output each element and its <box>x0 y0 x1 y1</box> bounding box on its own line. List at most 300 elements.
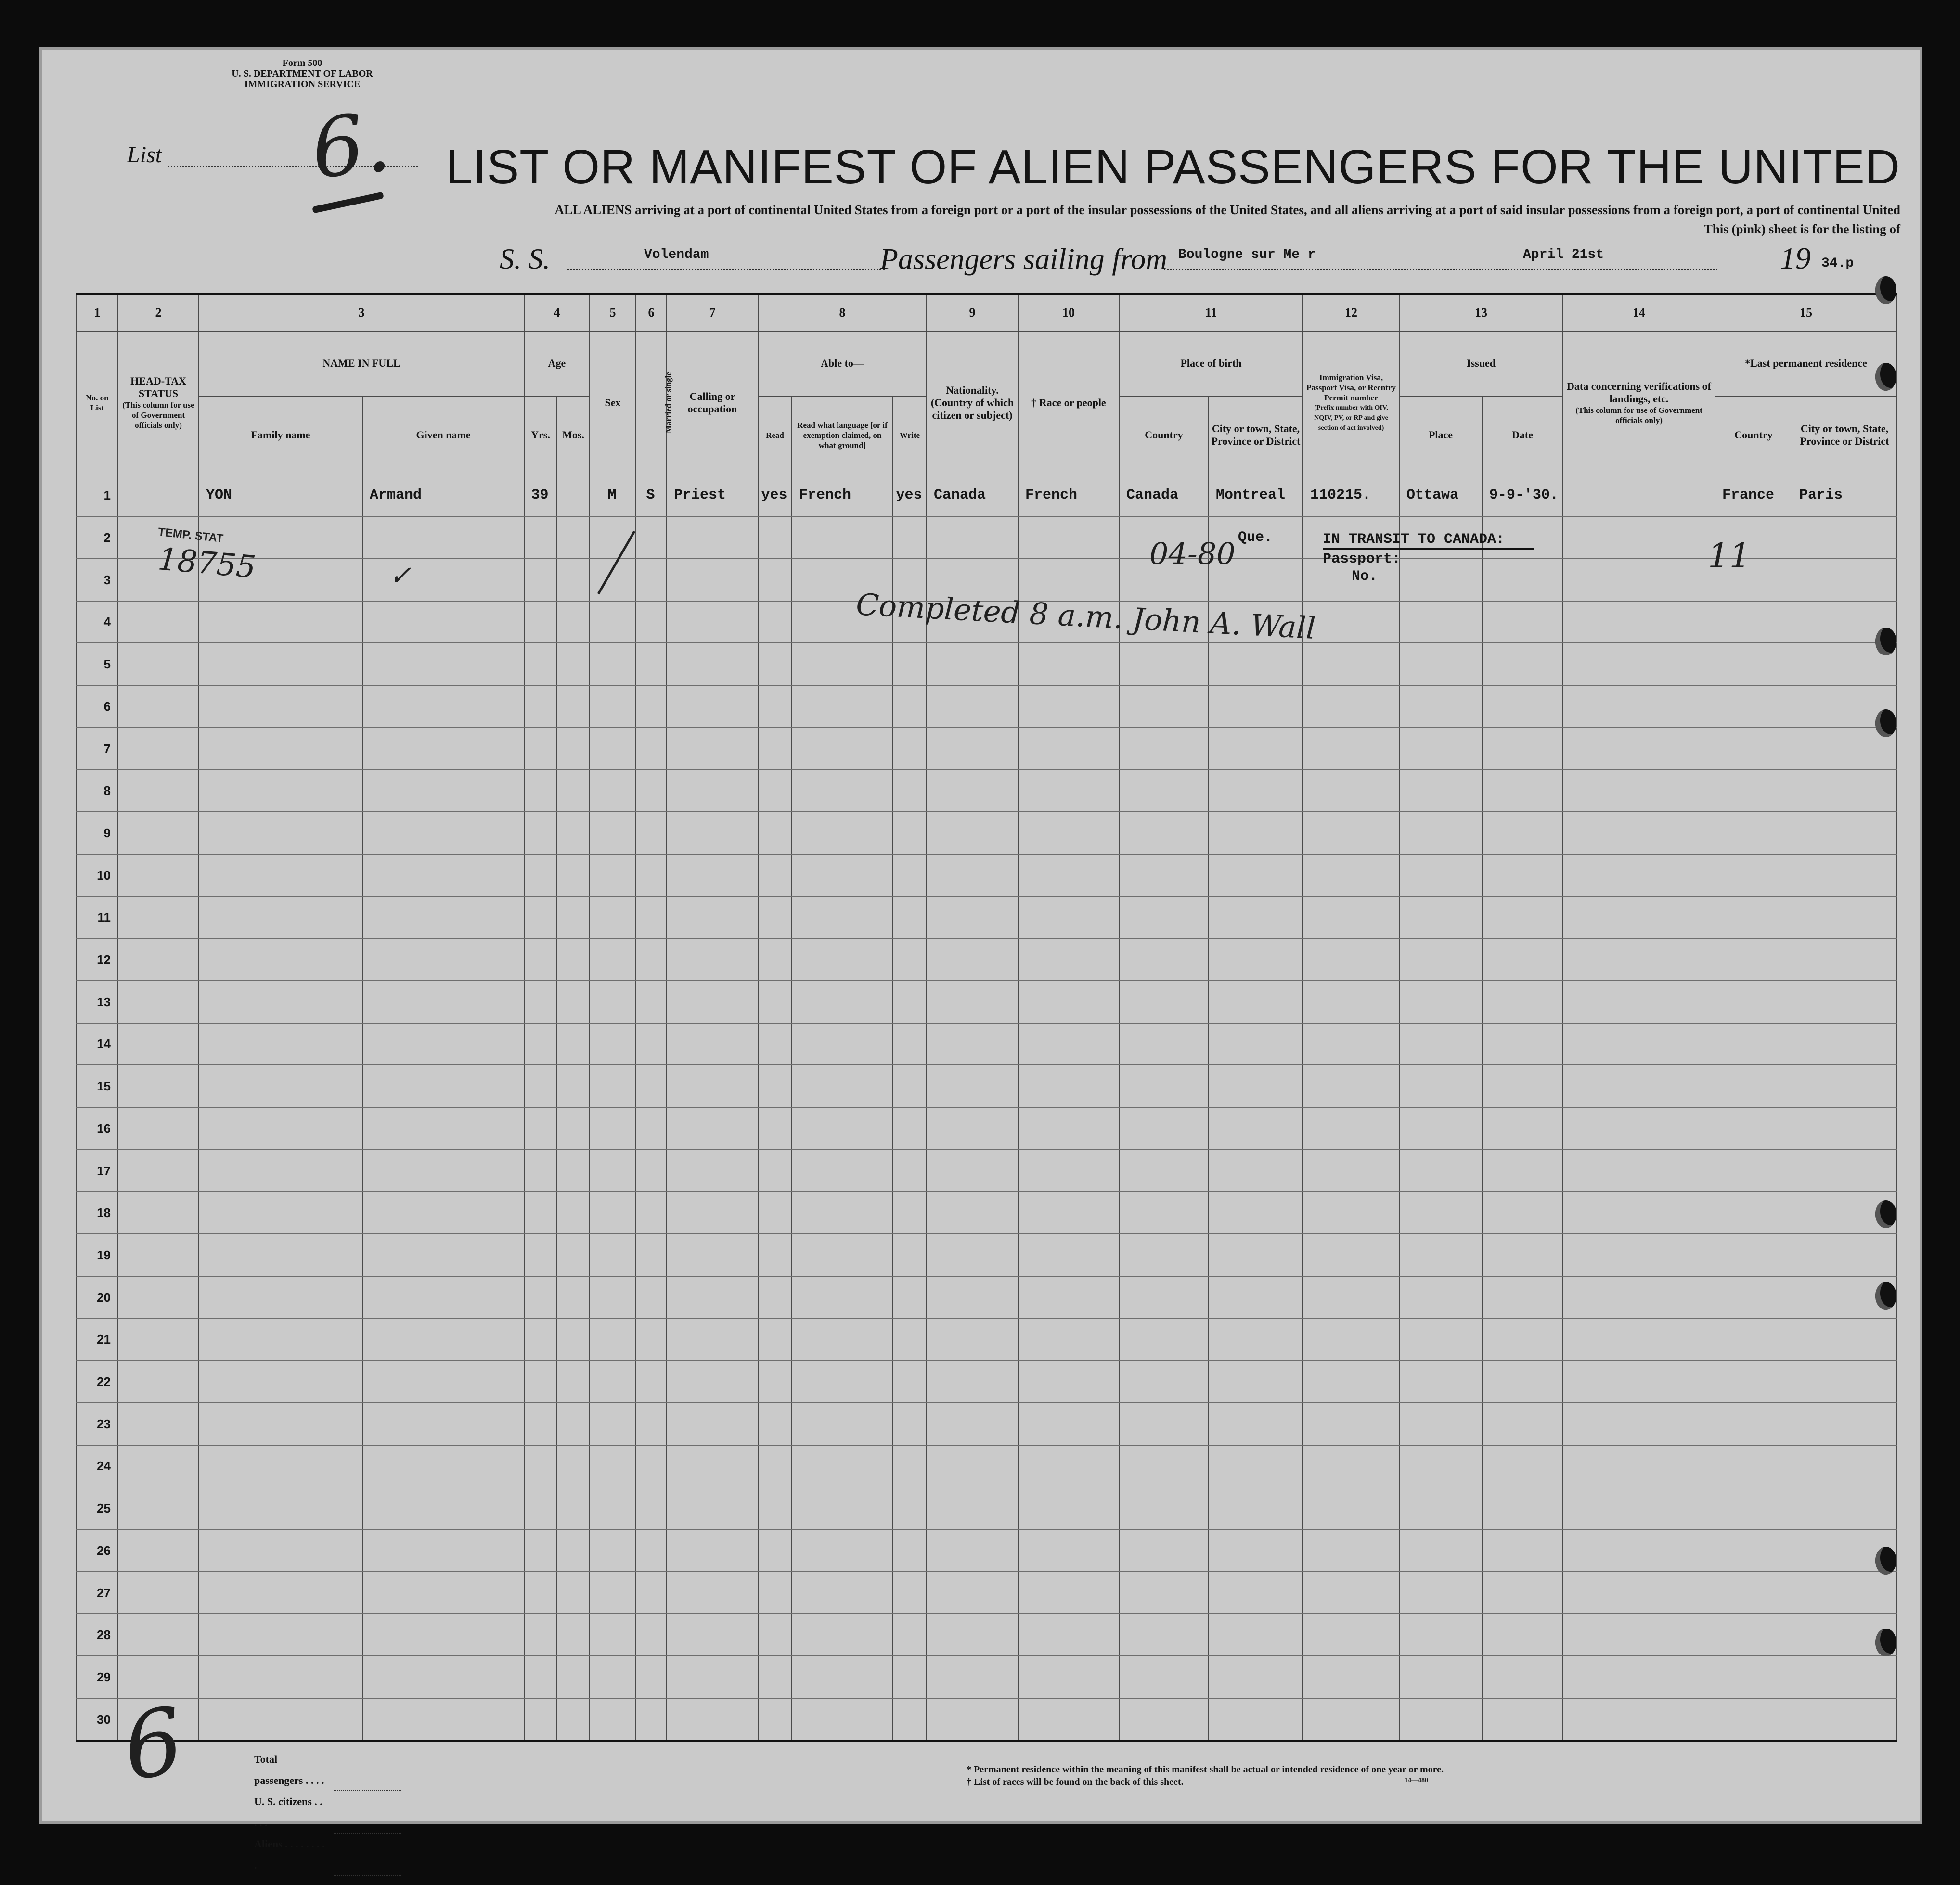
cell-residence-country <box>1715 728 1792 770</box>
cell-family-name <box>199 1445 362 1487</box>
cell-verification-data <box>1563 474 1715 516</box>
cell-verification-data <box>1563 1192 1715 1234</box>
cell-issued-date <box>1482 1360 1563 1403</box>
cell-occupation <box>667 559 758 601</box>
cell-birth-country <box>1119 769 1209 812</box>
cell-marital-status <box>636 1698 667 1741</box>
cell-visa-number <box>1303 896 1399 938</box>
cell-write <box>893 812 927 854</box>
cell-issued-date <box>1482 1698 1563 1741</box>
table-row <box>77 1698 1897 1741</box>
col-num: 12 <box>1303 294 1399 331</box>
cell-verification-data <box>1563 981 1715 1023</box>
header-calling: Calling or occupation <box>667 331 758 474</box>
cell-family-name <box>199 1276 362 1319</box>
cell-verification-data <box>1563 938 1715 981</box>
cell-head-tax <box>118 812 199 854</box>
cell-birth-city <box>1209 1150 1303 1192</box>
cell-age-mos <box>557 685 590 728</box>
header-nationality: Nationality. (Country of which citizen or subject) <box>927 331 1018 474</box>
cell-verification-data <box>1563 1234 1715 1276</box>
cell-birth-country <box>1119 1150 1209 1192</box>
header-married <box>636 331 673 474</box>
cell-read-language <box>792 1192 893 1234</box>
cell-age-mos <box>557 812 590 854</box>
header-age: Age <box>524 331 590 396</box>
cell-marital-status <box>636 1529 667 1572</box>
cell-birth-country <box>1119 812 1209 854</box>
cell-visa-number <box>1303 1403 1399 1445</box>
cell-sex <box>590 1107 636 1150</box>
cell-age-yrs <box>524 685 557 728</box>
cell-given-name <box>362 1065 524 1107</box>
row-number: 24 <box>77 1445 118 1487</box>
header-birth-country: Country <box>1119 396 1209 474</box>
cell-visa-number <box>1303 1234 1399 1276</box>
cell-residence-city <box>1792 1698 1897 1741</box>
row-number: 4 <box>77 601 118 643</box>
row-number: 28 <box>77 1614 118 1656</box>
row-number: 27 <box>77 1572 118 1614</box>
cell-read-language <box>792 1698 893 1741</box>
passport-block <box>1323 551 1401 585</box>
row-number: 22 <box>77 1360 118 1403</box>
cell-visa-number <box>1303 643 1399 685</box>
cell-birth-country <box>1119 938 1209 981</box>
cell-head-tax <box>118 1023 199 1065</box>
cell-write <box>893 1403 927 1445</box>
cell-occupation <box>667 601 758 643</box>
cell-birth-city <box>1209 981 1303 1023</box>
cell-occupation <box>667 1445 758 1487</box>
header-given-name: Given name <box>362 396 524 474</box>
col-num: 7 <box>667 294 758 331</box>
cell-given-name <box>362 601 524 643</box>
cell-family-name <box>199 938 362 981</box>
cell-write <box>893 938 927 981</box>
cell-visa-number <box>1303 1698 1399 1741</box>
cell-issued-date <box>1482 643 1563 685</box>
cell-sex <box>590 1656 636 1698</box>
cell-birth-city <box>1209 1698 1303 1741</box>
cell-race <box>1018 1319 1119 1361</box>
cell-head-tax <box>118 1319 199 1361</box>
cell-occupation <box>667 812 758 854</box>
cell-issued-date <box>1482 1107 1563 1150</box>
cell-age-yrs <box>524 1107 557 1150</box>
cell-visa-number <box>1303 1319 1399 1361</box>
cell-residence-city <box>1792 1065 1897 1107</box>
cell-birth-country <box>1119 1360 1209 1403</box>
cell-visa-number <box>1303 1276 1399 1319</box>
cell-read <box>758 1360 792 1403</box>
cell-head-tax <box>118 1150 199 1192</box>
cell-birth-country <box>1119 643 1209 685</box>
cell-issued-date <box>1482 1234 1563 1276</box>
cell-age-yrs <box>524 1656 557 1698</box>
cell-age-mos <box>557 854 590 897</box>
cell-birth-city <box>1209 1614 1303 1656</box>
cell-race <box>1018 1403 1119 1445</box>
cell-verification-data <box>1563 1319 1715 1361</box>
cell-read-language <box>792 896 893 938</box>
cell-marital-status <box>636 1656 667 1698</box>
cell-race: French <box>1018 474 1119 516</box>
row-number: 5 <box>77 643 118 685</box>
cell-read <box>758 1276 792 1319</box>
cell-race <box>1018 981 1119 1023</box>
cell-issued-place <box>1399 1445 1482 1487</box>
cell-sex <box>590 1529 636 1572</box>
cell-sex <box>590 1360 636 1403</box>
us-citizens-label: U. S. citizens . . . . . <box>254 1795 322 1829</box>
cell-issued-date <box>1482 1614 1563 1656</box>
cell-issued-place <box>1399 1529 1482 1572</box>
cell-birth-city <box>1209 896 1303 938</box>
cell-marital-status <box>636 854 667 897</box>
form-header <box>216 58 389 90</box>
cell-age-yrs <box>524 1360 557 1403</box>
cell-nationality <box>927 1403 1018 1445</box>
cell-write <box>893 1614 927 1656</box>
cell-given-name <box>362 1656 524 1698</box>
cell-residence-city <box>1792 896 1897 938</box>
col-num: 5 <box>590 294 636 331</box>
cell-nationality <box>927 1487 1018 1529</box>
cell-issued-date <box>1482 1065 1563 1107</box>
cell-verification-data <box>1563 643 1715 685</box>
cell-birth-city <box>1209 1360 1303 1403</box>
cell-given-name <box>362 1529 524 1572</box>
cell-visa-number <box>1303 1150 1399 1192</box>
cell-marital-status <box>636 685 667 728</box>
cell-issued-date <box>1482 1487 1563 1529</box>
cell-birth-country <box>1119 1234 1209 1276</box>
cell-sex <box>590 854 636 897</box>
cell-birth-country <box>1119 1656 1209 1698</box>
cell-issued-place <box>1399 1065 1482 1107</box>
cell-read <box>758 1403 792 1445</box>
cell-age-mos <box>557 1023 590 1065</box>
cell-birth-city <box>1209 1656 1303 1698</box>
cell-birth-city <box>1209 854 1303 897</box>
row-number: 17 <box>77 1150 118 1192</box>
residence-mark-handwritten: 11 <box>1708 536 1751 576</box>
header-race: † Race or people <box>1018 331 1119 474</box>
cell-issued-place <box>1399 1572 1482 1614</box>
cell-race <box>1018 1192 1119 1234</box>
row-number: 1 <box>77 474 118 516</box>
cell-age-yrs <box>524 1276 557 1319</box>
cell-issued-place <box>1399 1656 1482 1698</box>
cell-given-name <box>362 938 524 981</box>
cell-read-language <box>792 854 893 897</box>
cell-head-tax <box>118 1107 199 1150</box>
cell-age-mos <box>557 1572 590 1614</box>
cell-birth-country <box>1119 1192 1209 1234</box>
intro-line-1: ALL ALIENS arriving at a port of continental United States from a foreign port or a port of the insular possessions of the United States, and all aliens arriving at a port of said insular possessions from a foreign port, a port of continental United <box>554 203 1900 217</box>
passport-no-label: No. <box>1352 568 1378 585</box>
cell-issued-date <box>1482 1529 1563 1572</box>
cell-write <box>893 1065 927 1107</box>
cell-verification-data <box>1563 516 1715 559</box>
header-data-note: (This column for use of Government officials only) <box>1575 405 1702 425</box>
cell-race <box>1018 812 1119 854</box>
transit-note: IN TRANSIT TO CANADA: <box>1323 531 1534 550</box>
cell-write <box>893 1360 927 1403</box>
row-number: 2 <box>77 516 118 559</box>
cell-family-name <box>199 1150 362 1192</box>
cell-family-name <box>199 728 362 770</box>
cell-write <box>893 981 927 1023</box>
cell-marital-status <box>636 981 667 1023</box>
table-row <box>77 938 1897 981</box>
table-row <box>77 981 1897 1023</box>
cell-head-tax <box>118 1276 199 1319</box>
cell-age-yrs <box>524 1487 557 1529</box>
cell-marital-status <box>636 601 667 643</box>
cell-write <box>893 1107 927 1150</box>
cell-marital-status <box>636 1614 667 1656</box>
cell-nationality: Canada <box>927 474 1018 516</box>
cell-marital-status <box>636 1276 667 1319</box>
temp-stat-stamp: TEMP. STAT <box>157 525 224 546</box>
cell-marital-status <box>636 1065 667 1107</box>
cell-marital-status <box>636 1445 667 1487</box>
col-num: 2 <box>118 294 199 331</box>
cell-read <box>758 1529 792 1572</box>
cell-read <box>758 559 792 601</box>
cell-verification-data <box>1563 728 1715 770</box>
aliens-label: Aliens . . . . . . . . . <box>254 1838 325 1871</box>
cell-birth-country <box>1119 896 1209 938</box>
total-passengers-row <box>254 1749 401 1791</box>
cell-marital-status: S <box>636 474 667 516</box>
cell-residence-city <box>1792 1445 1897 1487</box>
cell-age-yrs <box>524 896 557 938</box>
cell-nationality <box>927 728 1018 770</box>
cell-given-name <box>362 1023 524 1065</box>
cell-birth-city <box>1209 1319 1303 1361</box>
cell-nationality <box>927 981 1018 1023</box>
cell-residence-country <box>1715 1529 1792 1572</box>
cell-age-mos <box>557 601 590 643</box>
cell-residence-country <box>1715 1698 1792 1741</box>
table-row <box>77 1360 1897 1403</box>
binder-hole <box>1875 276 1896 304</box>
cell-age-yrs <box>524 938 557 981</box>
cell-read <box>758 1319 792 1361</box>
header-read-language: Read what language [or if exemption claimed, on what ground] <box>792 396 893 474</box>
cell-visa-number <box>1303 812 1399 854</box>
cell-family-name <box>199 1360 362 1403</box>
cell-residence-country <box>1715 854 1792 897</box>
cell-occupation <box>667 1614 758 1656</box>
cell-issued-date <box>1482 896 1563 938</box>
cell-age-mos <box>557 728 590 770</box>
cell-family-name <box>199 1065 362 1107</box>
cell-given-name <box>362 1276 524 1319</box>
table-row <box>77 728 1897 770</box>
cell-residence-city <box>1792 1023 1897 1065</box>
cell-read-language <box>792 1445 893 1487</box>
cell-birth-city: Que. <box>1209 516 1303 559</box>
cell-sex <box>590 1487 636 1529</box>
cell-visa-number <box>1303 769 1399 812</box>
table-row <box>77 1614 1897 1656</box>
cell-birth-country <box>1119 981 1209 1023</box>
cell-birth-city <box>1209 1276 1303 1319</box>
cell-issued-place <box>1399 1403 1482 1445</box>
cell-verification-data <box>1563 1023 1715 1065</box>
cell-issued-place <box>1399 1698 1482 1741</box>
cell-birth-city <box>1209 685 1303 728</box>
cell-birth-city <box>1209 1065 1303 1107</box>
cell-sex <box>590 769 636 812</box>
cell-age-mos <box>557 1487 590 1529</box>
cell-read-language <box>792 812 893 854</box>
cell-nationality <box>927 1529 1018 1572</box>
cell-age-mos <box>557 1360 590 1403</box>
cell-verification-data <box>1563 1698 1715 1741</box>
cell-verification-data <box>1563 1107 1715 1150</box>
row-number: 15 <box>77 1065 118 1107</box>
table-row <box>77 896 1897 938</box>
header-head-tax-note: (This column for use of Government officials only) <box>122 400 194 430</box>
cell-race <box>1018 1065 1119 1107</box>
department-name: U. S. DEPARTMENT OF LABOR <box>232 68 373 79</box>
cell-write <box>893 1150 927 1192</box>
cell-birth-country <box>1119 854 1209 897</box>
cell-birth-city <box>1209 769 1303 812</box>
cell-write <box>893 769 927 812</box>
cell-issued-date <box>1482 1445 1563 1487</box>
cell-marital-status <box>636 1360 667 1403</box>
cell-read <box>758 854 792 897</box>
cell-visa-number <box>1303 1614 1399 1656</box>
cell-issued-place <box>1399 1107 1482 1150</box>
service-name: IMMIGRATION SERVICE <box>244 79 361 90</box>
cell-visa-number <box>1303 981 1399 1023</box>
cell-age-mos <box>557 1234 590 1276</box>
cell-nationality <box>927 1656 1018 1698</box>
table-row <box>77 1234 1897 1276</box>
cell-head-tax <box>118 643 199 685</box>
cell-write <box>893 1234 927 1276</box>
intro-text <box>389 200 1900 239</box>
cell-given-name <box>362 1360 524 1403</box>
cell-write <box>893 1656 927 1698</box>
cell-nationality <box>927 1698 1018 1741</box>
header-read: Read <box>758 396 792 474</box>
header-head-tax <box>118 331 199 474</box>
cell-birth-city <box>1209 1487 1303 1529</box>
cell-residence-city <box>1792 1234 1897 1276</box>
cell-occupation <box>667 1403 758 1445</box>
cell-issued-date <box>1482 728 1563 770</box>
cell-race <box>1018 769 1119 812</box>
cell-issued-place: Ottawa <box>1399 474 1482 516</box>
col-num: 9 <box>927 294 1018 331</box>
cell-residence-country <box>1715 1192 1792 1234</box>
cell-sex <box>590 1150 636 1192</box>
cell-sex <box>590 1698 636 1741</box>
header-no-on-list: No. on List <box>77 331 118 474</box>
cell-residence-country <box>1715 1403 1792 1445</box>
totals-block <box>254 1749 401 1876</box>
row-number: 30 <box>77 1698 118 1741</box>
cell-race <box>1018 1360 1119 1403</box>
cell-nationality <box>927 516 1018 559</box>
header-birth-city: City or town, State, Province or District <box>1209 396 1303 474</box>
cell-issued-place <box>1399 1150 1482 1192</box>
cell-issued-place <box>1399 981 1482 1023</box>
cell-read-language <box>792 1360 893 1403</box>
cell-nationality <box>927 1360 1018 1403</box>
cell-age-mos <box>557 474 590 516</box>
col-num: 3 <box>199 294 524 331</box>
cell-visa-number <box>1303 1192 1399 1234</box>
cell-race <box>1018 1698 1119 1741</box>
cell-nationality <box>927 1319 1018 1361</box>
cell-birth-city <box>1209 1403 1303 1445</box>
cell-residence-country <box>1715 981 1792 1023</box>
cell-issued-date <box>1482 1656 1563 1698</box>
cell-family-name <box>199 854 362 897</box>
header-mos: Mos. <box>557 396 590 474</box>
cell-issued-place <box>1399 1023 1482 1065</box>
cell-issued-date <box>1482 981 1563 1023</box>
cell-birth-city <box>1209 728 1303 770</box>
cell-age-yrs <box>524 1234 557 1276</box>
binder-hole <box>1875 1547 1896 1575</box>
cell-occupation <box>667 938 758 981</box>
cell-head-tax <box>118 1529 199 1572</box>
list-number-handwritten: 6. <box>307 94 395 197</box>
cell-issued-place <box>1399 559 1482 601</box>
cell-family-name <box>199 812 362 854</box>
col-num: 1 <box>77 294 118 331</box>
cell-sex <box>590 938 636 981</box>
col-num: 6 <box>636 294 667 331</box>
binder-hole <box>1875 363 1896 391</box>
cell-issued-date <box>1482 1150 1563 1192</box>
year-label: 19 <box>1780 241 1811 275</box>
cell-sex <box>590 1445 636 1487</box>
row-number: 7 <box>77 728 118 770</box>
cell-birth-city <box>1209 1023 1303 1065</box>
cell-birth-city <box>1209 643 1303 685</box>
cell-sex <box>590 1023 636 1065</box>
cell-residence-country: France <box>1715 474 1792 516</box>
cell-visa-number <box>1303 1445 1399 1487</box>
cell-age-mos <box>557 1276 590 1319</box>
cell-family-name <box>199 1698 362 1741</box>
cell-write <box>893 1572 927 1614</box>
table-row <box>77 812 1897 854</box>
cell-head-tax <box>118 854 199 897</box>
cell-visa-number <box>1303 938 1399 981</box>
column-numbers-row <box>77 294 1897 331</box>
table-row <box>77 1319 1897 1361</box>
cell-given-name <box>362 1403 524 1445</box>
cell-given-name <box>362 812 524 854</box>
cell-issued-place <box>1399 1614 1482 1656</box>
cell-given-name <box>362 685 524 728</box>
cell-occupation <box>667 516 758 559</box>
cell-write <box>893 1487 927 1529</box>
cell-write <box>893 896 927 938</box>
